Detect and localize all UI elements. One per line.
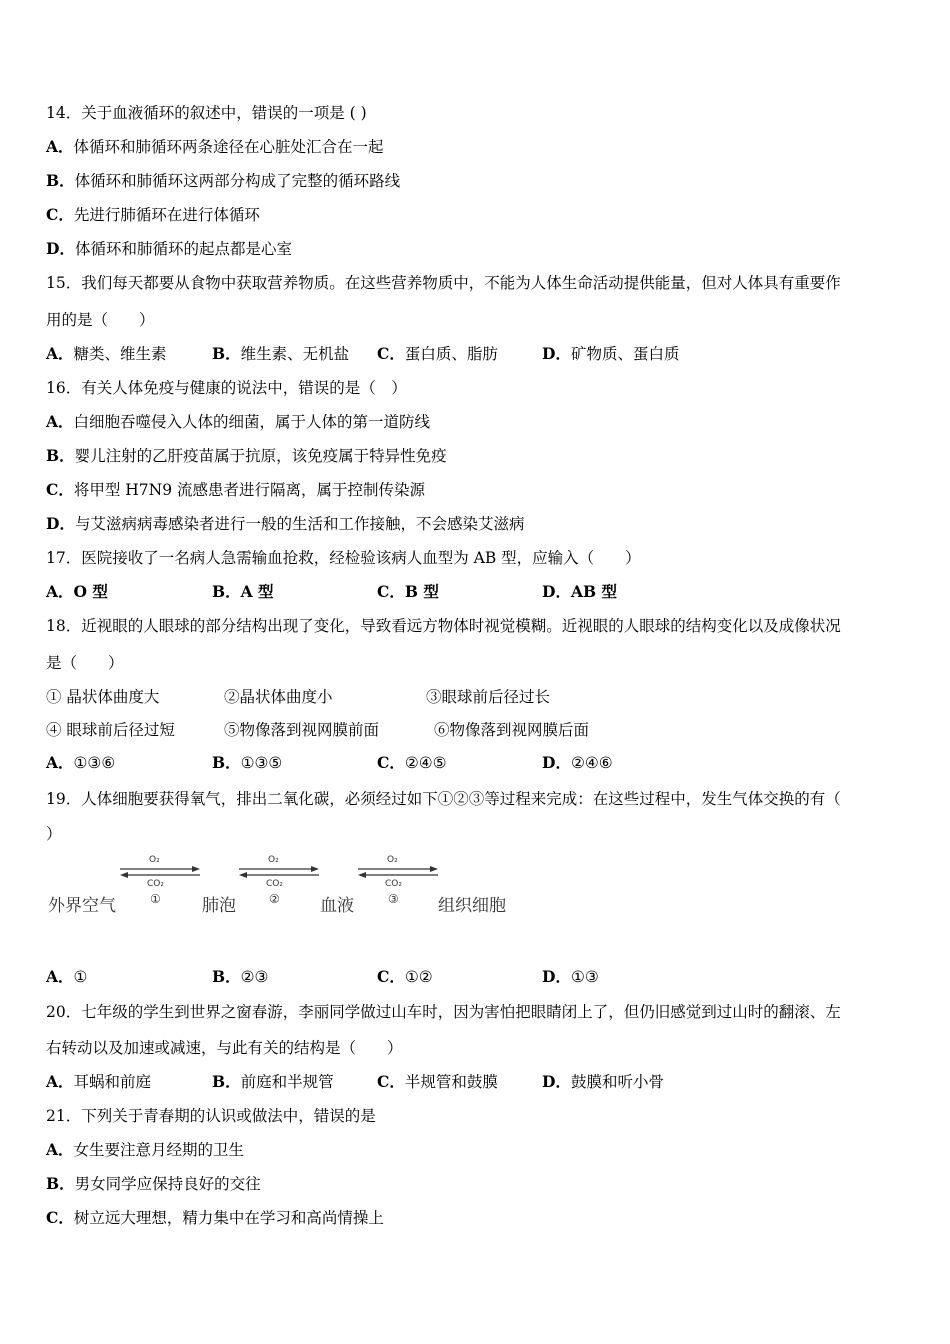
q18-option-c [377, 753, 447, 773]
double-arrow-2 [237, 866, 321, 878]
option-letter: C． [46, 480, 74, 499]
node-blood: 血液 [320, 896, 354, 916]
q17-option-a [46, 582, 108, 602]
option-text: 体循环和肺循环的起点都是心室 [74, 240, 292, 258]
double-arrow-3 [356, 866, 440, 878]
option-text: 树立远大理想，精力集中在学习和高尚情操上 [73, 1209, 384, 1227]
step-3-label: ③ [388, 892, 399, 906]
gas-exchange-diagram [46, 852, 516, 922]
option-text: 与艾滋病病毒感染者进行一般的生活和工作接触，不会感染艾滋病 [74, 515, 525, 533]
option-text: 耳蜗和前庭 [73, 1073, 152, 1091]
o2-label-3: O₂ [387, 855, 398, 865]
co2-label-1: CO₂ [147, 879, 164, 889]
q20-option-a [46, 1072, 151, 1092]
q16-stem: 16．有关人体免疫与健康的说法中，错误的是（ ） [46, 379, 407, 397]
node-alveoli: 肺泡 [202, 896, 236, 916]
q20-option-d [542, 1072, 664, 1092]
o2-label-2: O₂ [268, 855, 279, 865]
option-text: 婴儿注射的乙肝疫苗属于抗原，该免疫属于特异性免疫 [74, 447, 447, 465]
option-letter: C． [46, 205, 74, 224]
node-outside-air: 外界空气 [48, 896, 116, 916]
q16-option-b [46, 446, 447, 466]
q21-option-a [46, 1140, 244, 1160]
option-letter: D． [542, 1072, 571, 1091]
q18-item-5: ⑤物像落到视网膜前面 [224, 721, 380, 739]
option-letter: A． [46, 137, 74, 156]
option-letter: D． [542, 582, 571, 601]
q14-option-a [46, 137, 384, 157]
option-text: ②④⑥ [570, 754, 613, 772]
q18-item-1: ① 晶状体曲度大 [46, 688, 160, 706]
q17-option-d [542, 582, 617, 602]
q18-stem-line2: 是（ ） [46, 654, 124, 672]
option-text: 体循环和肺循环这两部分构成了完整的循环路线 [74, 172, 401, 190]
q18-option-d [542, 753, 613, 773]
option-letter: A． [46, 1140, 74, 1159]
q16-option-d [46, 514, 524, 534]
option-letter: D． [46, 514, 75, 533]
option-text: 前庭和半规管 [240, 1073, 334, 1091]
option-text: ①② [404, 968, 433, 986]
option-letter: A． [46, 1072, 74, 1091]
option-letter: B． [46, 1174, 75, 1193]
option-letter: C． [377, 344, 405, 363]
option-text: AB 型 [570, 582, 617, 601]
option-text: 糖类、维生素 [73, 345, 167, 363]
option-letter: D． [542, 753, 571, 772]
q15-stem-line1: 15．我们每天都要从食物中获取营养物质。在这些营养物质中，不能为人体生命活动提供能量，但对人体具有重要作 [46, 274, 841, 292]
q21-stem: 21．下列关于青春期的认识或做法中，错误的是 [46, 1107, 376, 1125]
option-letter: A． [46, 412, 74, 431]
q17-stem: 17．医院接收了一名病人急需输血抢救，经检验该病人血型为 AB 型，应输入（ ） [46, 549, 641, 567]
q19-option-b [212, 967, 268, 987]
q20-stem-line1: 20．七年级的学生到世界之窗春游，李丽同学做过山车时，因为害怕把眼睛闭上了，但仍旧感觉到过山时的翻滚、左 [46, 1003, 841, 1021]
q15-stem-line2: 用的是（ ） [46, 311, 155, 329]
option-letter: A． [46, 753, 74, 772]
q20-stem-line2: 右转动以及加速或减速，与此有关的结构是（ ） [46, 1039, 403, 1057]
option-letter: A． [46, 967, 74, 986]
q17-option-b [212, 582, 274, 602]
q19-option-d [542, 967, 599, 987]
q16-option-c [46, 480, 425, 500]
q15-option-b [212, 344, 349, 364]
q20-option-c [377, 1072, 498, 1092]
option-text: 体循环和肺循环两条途径在心脏处汇合在一起 [73, 138, 384, 156]
option-letter: B． [212, 753, 241, 772]
q21-option-b [46, 1174, 261, 1194]
q14-option-c [46, 205, 260, 225]
q18-option-a [46, 753, 115, 773]
option-letter: C． [377, 1072, 405, 1091]
option-text: 女生要注意月经期的卫生 [73, 1141, 245, 1159]
option-text: 蛋白质、脂肪 [404, 345, 498, 363]
q19-stem-line2: ） [46, 825, 62, 843]
option-text: 半规管和鼓膜 [404, 1073, 498, 1091]
q15-option-d [542, 344, 679, 364]
co2-label-2: CO₂ [266, 879, 283, 889]
option-text: 矿物质、蛋白质 [570, 345, 680, 363]
option-text: B 型 [404, 582, 439, 601]
option-letter: B． [46, 446, 75, 465]
option-text: ②③ [240, 968, 269, 986]
option-letter: D． [46, 239, 75, 258]
option-text: 先进行肺循环在进行体循环 [73, 206, 260, 224]
option-text: 白细胞吞噬侵入人体的细菌，属于人体的第一道防线 [73, 413, 431, 431]
co2-label-3: CO₂ [385, 879, 402, 889]
option-text: O 型 [73, 582, 108, 601]
option-letter: D． [542, 344, 571, 363]
option-letter: C． [377, 582, 405, 601]
option-letter: C． [377, 967, 405, 986]
option-text: 鼓膜和听小骨 [570, 1073, 664, 1091]
q14-option-d [46, 239, 292, 259]
q18-stem-line1: 18．近视眼的人眼球的部分结构出现了变化，导致看远方物体时视觉模糊。近视眼的人眼球的结构变化以及成像状况 [46, 617, 841, 635]
q19-option-a [46, 967, 87, 987]
q15-option-c [377, 344, 498, 364]
option-text: 维生素、无机盐 [240, 345, 350, 363]
option-letter: B． [46, 171, 75, 190]
option-letter: B． [212, 1072, 241, 1091]
q17-option-c [377, 582, 439, 602]
q16-option-a [46, 412, 430, 432]
option-text: ① [73, 968, 88, 986]
option-letter: A． [46, 582, 74, 601]
q18-item-3: ③眼球前后径过长 [426, 688, 551, 706]
q18-item-4: ④ 眼球前后径过短 [46, 721, 175, 739]
option-letter: B． [212, 582, 241, 601]
option-text: 男女同学应保持良好的交往 [74, 1175, 261, 1193]
step-1-label: ① [150, 892, 161, 906]
option-letter: A． [46, 344, 74, 363]
node-tissue-cells: 组织细胞 [438, 896, 506, 916]
option-letter: C． [46, 1208, 74, 1227]
option-text: ①③⑥ [73, 754, 116, 772]
q19-option-c [377, 967, 433, 987]
q19-stem-line1: 19．人体细胞要获得氧气，排出二氧化碳，必须经过如下①②③等过程来完成：在这些过程中，发生气体交换的有（ [46, 790, 841, 808]
step-2-label: ② [269, 892, 280, 906]
q18-option-b [212, 753, 282, 773]
option-letter: C． [377, 753, 405, 772]
q14-option-b [46, 171, 400, 191]
option-text: ①③ [570, 968, 599, 986]
q20-option-b [212, 1072, 334, 1092]
option-text: 将甲型 H7N9 流感患者进行隔离，属于控制传染源 [73, 481, 426, 499]
option-letter: D． [542, 967, 571, 986]
double-arrow-1 [118, 866, 202, 878]
q15-option-a [46, 344, 167, 364]
option-text: ①③⑤ [240, 754, 283, 772]
o2-label-1: O₂ [149, 855, 160, 865]
q21-option-c [46, 1208, 384, 1228]
q18-item-2: ②晶状体曲度小 [224, 688, 333, 706]
option-text: A 型 [240, 582, 274, 601]
option-letter: B． [212, 344, 241, 363]
option-text: ②④⑤ [404, 754, 447, 772]
q14-stem: 14．关于血液循环的叙述中，错误的一项是 ( ) [46, 104, 367, 122]
option-letter: B． [212, 967, 241, 986]
q18-item-6: ⑥物像落到视网膜后面 [434, 721, 590, 739]
